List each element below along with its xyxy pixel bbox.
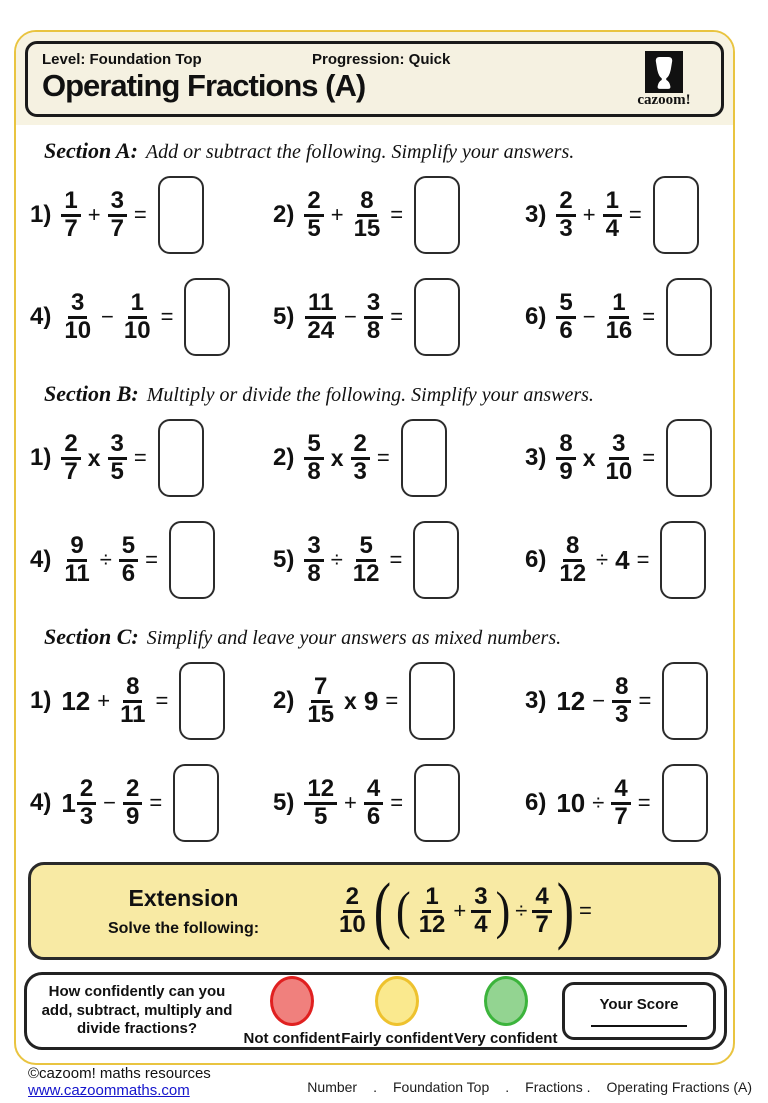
confidence-circle[interactable]: [375, 976, 419, 1026]
operator: +: [97, 688, 111, 713]
fraction: [304, 429, 323, 485]
fraction-denominator: 15: [307, 701, 335, 728]
whole-number: 12: [61, 685, 91, 716]
multiply-operator: x: [330, 444, 344, 471]
section-name: Section C:: [44, 624, 139, 649]
section-instruction: Simplify and leave your answers as mixed numbers.: [146, 627, 562, 649]
fraction-numerator: 2: [77, 777, 96, 805]
problem: [273, 176, 525, 254]
problem-number: 4): [30, 303, 52, 330]
page-frame: [14, 30, 735, 1065]
fraction-denominator: 8: [307, 458, 321, 485]
section-instruction: Add or subtract the following. Simplify your answers.: [145, 141, 575, 163]
fraction-numerator: 9: [67, 534, 86, 562]
section-name: Section B:: [44, 381, 139, 406]
whole-number: 1: [61, 787, 76, 818]
problem-row: [26, 752, 723, 854]
answer-box[interactable]: [401, 419, 447, 497]
fraction-numerator: 8: [123, 675, 142, 703]
problem: [30, 764, 273, 842]
problem: [30, 278, 273, 356]
fraction: [350, 531, 383, 587]
operator: =: [389, 547, 403, 572]
answer-box[interactable]: [414, 176, 460, 254]
problem-number: 6): [525, 303, 547, 330]
fraction: [61, 531, 92, 587]
answer-box[interactable]: [414, 278, 460, 356]
extension-subtitle: Solve the following:: [107, 919, 260, 937]
operator: ÷: [330, 547, 343, 572]
problem: [273, 278, 525, 356]
operator: −: [101, 304, 114, 329]
problem-row: [26, 650, 723, 752]
fraction: [304, 288, 337, 344]
fraction-denominator: 10: [123, 317, 151, 344]
fraction-numerator: 3: [471, 885, 490, 913]
whole-number: 12: [556, 685, 586, 716]
fraction-numerator: 4: [364, 777, 383, 805]
operator: =: [145, 547, 159, 572]
section-heading: [44, 624, 723, 650]
section-name: Section A:: [44, 138, 138, 163]
fraction-denominator: 5: [314, 803, 328, 830]
parenthesis: (: [396, 881, 411, 941]
score-label: Your Score: [599, 995, 679, 1013]
fraction-numerator: 8: [612, 675, 631, 703]
answer-box[interactable]: [409, 662, 455, 740]
website-link[interactable]: www.cazoommaths.com: [28, 1082, 190, 1099]
operator: =: [133, 202, 147, 227]
operator: −: [103, 790, 117, 815]
fraction: [603, 429, 636, 485]
fraction-denominator: 7: [64, 458, 78, 485]
breadcrumb-item: Fractions .: [525, 1079, 591, 1095]
fraction-numerator: 8: [556, 432, 575, 460]
problem: [273, 419, 525, 497]
confidence-options: [239, 976, 562, 1047]
problem-number: 4): [30, 546, 52, 573]
fraction-denominator: 12: [559, 560, 587, 587]
operator: ÷: [592, 790, 605, 815]
whole-number: 10: [556, 787, 586, 818]
problem: [30, 662, 273, 740]
fraction: [603, 186, 622, 242]
problem-row: [26, 407, 723, 509]
multiply-operator: x: [87, 444, 101, 471]
confidence-option-label: Fairly confident: [341, 1029, 453, 1047]
fraction: [77, 774, 96, 830]
fraction-numerator: 2: [123, 777, 142, 805]
fraction: [123, 774, 142, 830]
problem: [273, 764, 525, 842]
fraction-numerator: 2: [351, 432, 370, 460]
operator: =: [385, 688, 399, 713]
extension-box: [28, 862, 721, 960]
breadcrumb-item: Operating Fractions (A): [606, 1079, 752, 1095]
fraction-denominator: 7: [614, 803, 628, 830]
operator: =: [642, 304, 656, 329]
level-label: Level: Foundation Top: [42, 51, 202, 68]
whole-number: 9: [363, 685, 379, 716]
fraction-denominator: 15: [353, 215, 381, 242]
fraction-numerator: 11: [305, 291, 336, 319]
fraction-numerator: 1: [61, 189, 80, 217]
fraction-numerator: 3: [68, 291, 87, 319]
fraction: [108, 186, 127, 242]
fraction-numerator: 7: [311, 675, 330, 703]
footer-breadcrumbs: [307, 1079, 752, 1095]
fraction-numerator: 1: [422, 885, 441, 913]
problem-number: 2): [273, 687, 295, 714]
fraction-numerator: 2: [556, 189, 575, 217]
fraction-denominator: 10: [605, 458, 633, 485]
fraction-denominator: 7: [535, 911, 549, 938]
operator: =: [638, 688, 652, 713]
fraction-numerator: 3: [304, 534, 323, 562]
confidence-option: [244, 976, 341, 1047]
problem: [525, 662, 723, 740]
fraction-denominator: 10: [64, 317, 92, 344]
operator: =: [642, 445, 656, 470]
answer-box[interactable]: [173, 764, 219, 842]
fraction-numerator: 1: [128, 291, 147, 319]
answer-box[interactable]: [662, 662, 708, 740]
operator: =: [133, 445, 147, 470]
answer-box[interactable]: [662, 764, 708, 842]
breadcrumb-item: .: [505, 1079, 510, 1095]
operator: −: [582, 304, 596, 329]
fraction: [61, 429, 80, 485]
sections-container: [16, 138, 733, 854]
answer-box[interactable]: [653, 176, 699, 254]
fraction-numerator: 3: [609, 432, 628, 460]
fraction-denominator: 6: [559, 317, 573, 344]
fraction: [556, 531, 589, 587]
operator: =: [390, 202, 404, 227]
extension-expression: [336, 869, 592, 952]
answer-box[interactable]: [158, 176, 204, 254]
fraction-numerator: 5: [556, 291, 575, 319]
answer-box[interactable]: [184, 278, 230, 356]
problem-number: 2): [273, 201, 295, 228]
operator: ÷: [515, 898, 528, 923]
header-left: [42, 49, 450, 111]
fraction-denominator: 11: [120, 701, 146, 728]
confidence-question-line: divide fractions?: [76, 1020, 198, 1038]
logo-text: cazoom!: [637, 92, 691, 108]
answer-box[interactable]: [666, 419, 712, 497]
multiply-operator: x: [344, 687, 357, 714]
fraction-numerator: 8: [357, 189, 376, 217]
fraction: [532, 882, 551, 938]
operator: +: [330, 202, 344, 227]
header-box: [25, 41, 724, 117]
problem-number: 3): [525, 444, 547, 471]
breadcrumb-item: .: [373, 1079, 377, 1095]
confidence-option: [454, 976, 557, 1047]
problem-number: 5): [273, 789, 295, 816]
fraction: [119, 531, 138, 587]
fraction-denominator: 4: [605, 215, 619, 242]
extension-title: Extension: [128, 884, 239, 911]
problem-number: 6): [525, 789, 547, 816]
fraction: [556, 429, 575, 485]
fraction-numerator: 1: [603, 189, 622, 217]
operator: ÷: [596, 547, 609, 572]
cazoom-drum-icon: [645, 51, 683, 93]
problem: [525, 521, 723, 599]
fraction-numerator: 2: [304, 189, 323, 217]
answer-box[interactable]: [169, 521, 215, 599]
fraction-denominator: 8: [307, 560, 321, 587]
fraction-numerator: 4: [532, 885, 551, 913]
fraction-denominator: 11: [64, 560, 90, 587]
operator: =: [637, 790, 651, 815]
operator: ÷: [99, 547, 112, 572]
operator: +: [453, 898, 467, 923]
fraction: [304, 774, 337, 830]
answer-box[interactable]: [179, 662, 225, 740]
fraction-numerator: 3: [364, 291, 383, 319]
fraction-denominator: 6: [121, 560, 136, 587]
progression-label: Progression: Quick: [312, 51, 451, 68]
answer-box[interactable]: [666, 278, 712, 356]
fraction-numerator: 1: [609, 291, 628, 319]
parenthesis: ): [556, 869, 575, 952]
problem: [525, 278, 723, 356]
cazoom-logo: [621, 49, 707, 111]
problem: [30, 521, 273, 599]
header-band: [16, 32, 733, 125]
breadcrumb-item: Foundation Top: [392, 1079, 490, 1095]
copyright-text: ©cazoom! maths resources: [28, 1065, 211, 1082]
fraction: [416, 882, 449, 938]
confidence-option: [341, 976, 453, 1047]
operator: =: [160, 304, 174, 329]
extension-left: [31, 885, 336, 938]
fraction: [121, 288, 154, 344]
problem: [30, 176, 273, 254]
fraction: [108, 429, 127, 485]
fraction-denominator: 5: [307, 215, 321, 242]
fraction-denominator: 3: [79, 803, 94, 830]
problem: [525, 419, 723, 497]
answer-box[interactable]: [413, 521, 459, 599]
operator: +: [582, 202, 596, 227]
fraction: [364, 774, 383, 830]
confidence-circle[interactable]: [270, 976, 314, 1026]
fraction-denominator: 9: [126, 803, 140, 830]
answer-box[interactable]: [158, 419, 204, 497]
fraction-denominator: 9: [559, 458, 573, 485]
confidence-question-line: add, subtract, multiply and: [41, 1001, 233, 1019]
fraction: [611, 774, 630, 830]
section-heading: [44, 138, 723, 164]
fraction: [471, 882, 490, 938]
fraction-denominator: 16: [605, 317, 633, 344]
fraction-denominator: 12: [352, 560, 380, 587]
fraction: [117, 672, 148, 728]
fraction-numerator: 3: [108, 189, 127, 217]
fraction-numerator: 5: [119, 534, 138, 562]
operator: =: [579, 898, 592, 923]
problem-number: 6): [525, 546, 547, 573]
header-meta: [42, 49, 450, 68]
answer-box[interactable]: [414, 764, 460, 842]
problem-number: 2): [273, 444, 295, 471]
fraction: [351, 186, 384, 242]
fraction: [556, 186, 575, 242]
fraction-numerator: 5: [304, 432, 323, 460]
fraction-numerator: 2: [343, 885, 362, 913]
fraction: [304, 531, 323, 587]
fraction: [61, 186, 80, 242]
problem-number: 3): [525, 201, 547, 228]
fraction-numerator: 8: [563, 534, 582, 562]
fraction-denominator: 5: [110, 458, 124, 485]
fraction: [304, 672, 337, 728]
fraction: [61, 288, 94, 344]
confidence-option-label: Not confident: [243, 1029, 341, 1047]
answer-box[interactable]: [660, 521, 706, 599]
operator: =: [628, 202, 642, 227]
operator: =: [636, 547, 650, 572]
fraction-denominator: 6: [366, 803, 381, 830]
operator: =: [149, 790, 163, 815]
problem: [525, 764, 723, 842]
fraction: [351, 429, 370, 485]
footer-credit: [28, 1065, 211, 1099]
fraction-denominator: 7: [110, 215, 124, 242]
operator: =: [376, 445, 390, 470]
operator: −: [592, 688, 606, 713]
fraction-denominator: 3: [353, 458, 367, 485]
score-box[interactable]: [562, 982, 716, 1040]
fraction: [336, 882, 369, 938]
fraction-denominator: 10: [339, 911, 366, 938]
fraction-numerator: 5: [356, 534, 375, 562]
fraction: [612, 672, 631, 728]
confidence-question: [35, 983, 239, 1039]
page-title: Operating Fractions (A): [42, 68, 366, 103]
parenthesis: ): [495, 881, 511, 941]
problem-row: [26, 164, 723, 266]
fraction-denominator: 12: [418, 911, 446, 938]
fraction-denominator: 4: [474, 911, 488, 938]
fraction-numerator: 2: [61, 432, 80, 460]
problem-number: 5): [273, 546, 295, 573]
fraction-denominator: 3: [615, 701, 629, 728]
problem: [273, 521, 525, 599]
fraction: [364, 288, 383, 344]
problem-number: 3): [525, 687, 547, 714]
operator: +: [87, 202, 101, 227]
fraction: [603, 288, 636, 344]
fraction: [556, 288, 575, 344]
confidence-circle[interactable]: [484, 976, 528, 1026]
problem-number: 4): [30, 789, 52, 816]
problem-row: [26, 266, 723, 368]
score-write-line: [591, 1025, 687, 1027]
whole-number: 4: [615, 544, 630, 575]
confidence-question-line: How confidently can you: [48, 982, 226, 1000]
operator: −: [344, 304, 357, 329]
fraction-numerator: 3: [108, 432, 127, 460]
fraction-denominator: 7: [64, 215, 78, 242]
fraction-numerator: 12: [304, 777, 337, 805]
fraction-denominator: 3: [559, 215, 573, 242]
multiply-operator: x: [582, 444, 596, 471]
fraction: [304, 186, 323, 242]
problem-number: 1): [30, 687, 52, 714]
problem-number: 1): [30, 444, 52, 471]
breadcrumb-item: Number: [307, 1079, 358, 1095]
problem-row: [26, 509, 723, 611]
operator: =: [390, 304, 404, 329]
section-instruction: Multiply or divide the following. Simplify your answers.: [146, 384, 594, 406]
confidence-option-label: Very confident: [454, 1029, 558, 1047]
problem-number: 1): [30, 201, 52, 228]
fraction-numerator: 4: [611, 777, 630, 805]
operator: =: [155, 688, 169, 713]
fraction-denominator: 24: [307, 317, 335, 344]
problem: [525, 176, 723, 254]
problem-number: 5): [273, 303, 295, 330]
problem: [30, 419, 273, 497]
operator: +: [344, 790, 357, 815]
fraction-denominator: 8: [366, 317, 381, 344]
parenthesis: (: [373, 869, 392, 952]
operator: =: [390, 790, 404, 815]
problem: [273, 662, 525, 740]
mixed-number: [61, 774, 96, 830]
confidence-box: [24, 972, 727, 1050]
section-heading: [44, 381, 723, 407]
